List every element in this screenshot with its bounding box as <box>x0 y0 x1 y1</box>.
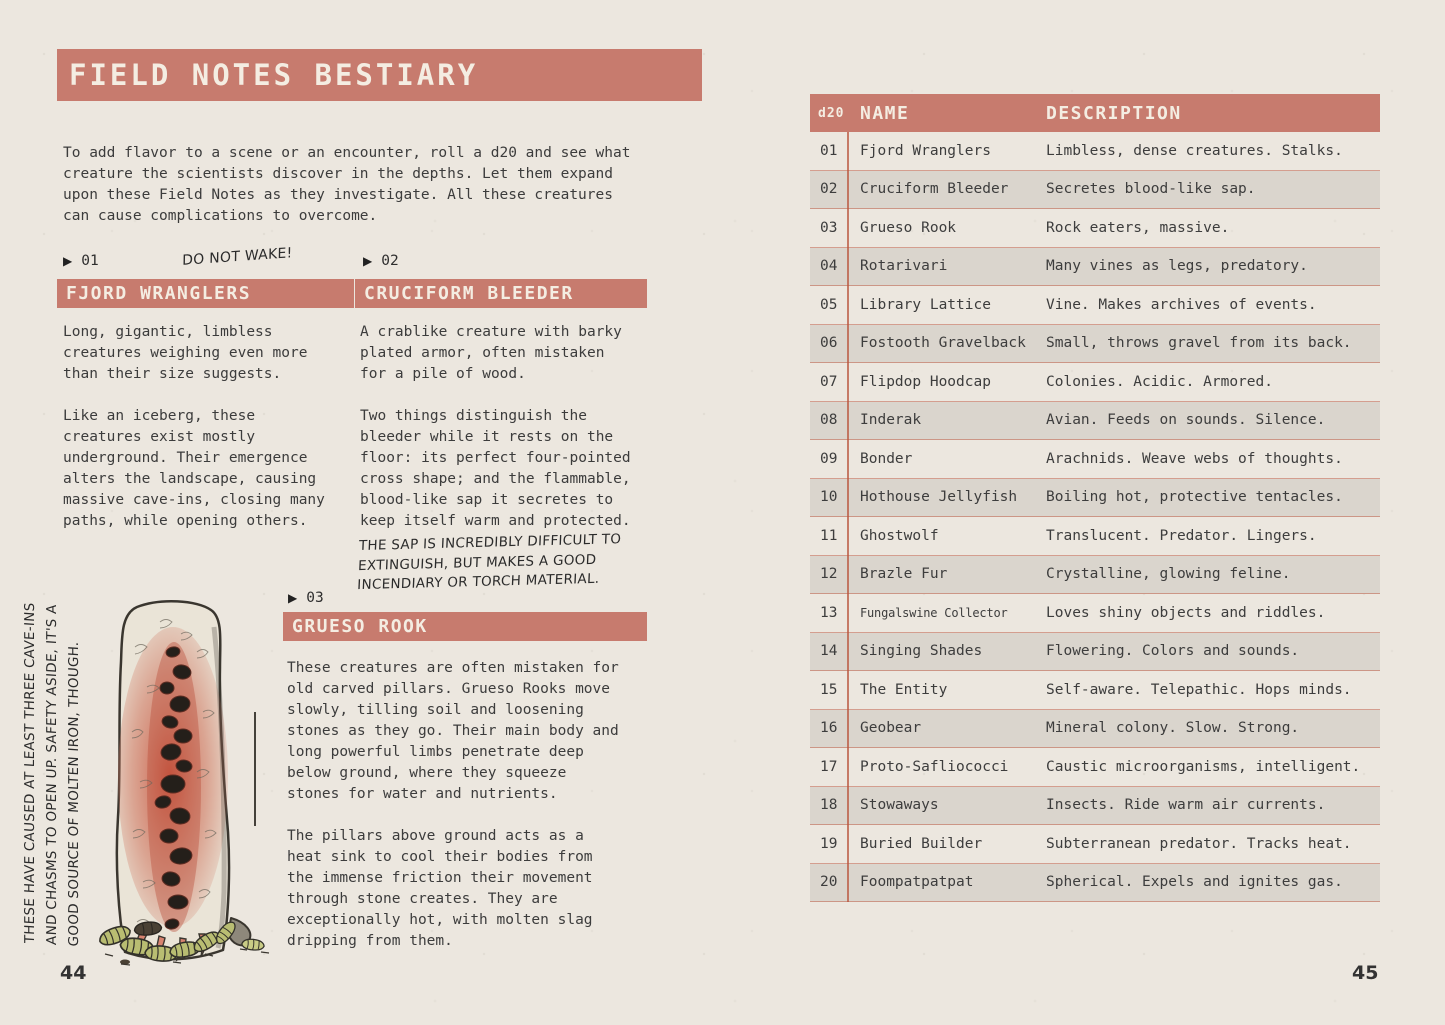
paragraph: Two things distinguish the bleeder while it rests on the floor: its perfect four-pointed cross shape; and the flammable, blood-like sap it secretes to keep itself warm and protected. <box>360 408 631 529</box>
name-cell: Bonder <box>860 450 913 467</box>
section-number: 03 <box>306 590 324 606</box>
table-column-divider <box>847 132 849 902</box>
roll-cell: 10 <box>820 489 838 506</box>
play-marker-icon: ▶ <box>363 254 373 268</box>
desc-cell: Subterranean predator. Tracks heat. <box>1046 835 1352 852</box>
table-row <box>810 517 1380 556</box>
heading-grueso-rook <box>283 612 647 641</box>
name-cell: Grueso Rook <box>860 219 957 236</box>
right-page-number <box>1352 962 1378 984</box>
roll-cell: 19 <box>820 835 838 852</box>
table-row <box>810 479 1380 518</box>
section-marker-03 <box>288 590 324 606</box>
table-row <box>810 440 1380 479</box>
roll-cell: 01 <box>820 142 838 159</box>
table-row <box>810 286 1380 325</box>
roll-cell: 17 <box>820 758 838 775</box>
wake-handwritten-note <box>182 244 293 271</box>
table-row <box>810 594 1380 633</box>
name-cell: Buried Builder <box>860 835 983 852</box>
play-marker-icon: ▶ <box>63 254 73 268</box>
sap-handwritten-note <box>357 529 671 596</box>
roll-cell: 06 <box>820 335 838 352</box>
header-name: NAME <box>860 102 910 124</box>
name-cell: Fostooth Gravelback <box>860 335 1026 352</box>
roll-cell: 18 <box>820 797 838 814</box>
roll-cell: 20 <box>820 874 838 891</box>
bestiary-table <box>810 94 1380 902</box>
sap-note-text: THE SAP IS INCREDIBLY DIFFICULT TO EXTINGUISH, BUT MAKES A GOOD INCENDIARY OR TORCH MATERIAL. <box>356 531 622 594</box>
roll-cell: 03 <box>820 219 838 236</box>
roll-cell: 09 <box>820 450 838 467</box>
roll-cell: 04 <box>820 258 838 275</box>
table-row <box>810 671 1380 710</box>
fjord-wranglers-body <box>63 322 329 553</box>
desc-cell: Secretes blood-like sap. <box>1046 181 1256 198</box>
intro-text: To add flavor to a scene or an encounter, roll a d20 and see what creature the scientists discover in the depths. Let them expand upon these Field Notes as they investigate. All these creatures can cause complications to overcome. <box>63 145 631 224</box>
desc-cell: Insects. Ride warm air currents. <box>1046 797 1326 814</box>
table-row <box>810 171 1380 210</box>
roll-cell: 11 <box>820 527 838 544</box>
desc-cell: Limbless, dense creatures. Stalks. <box>1046 142 1343 159</box>
heading-cruciform-bleeder <box>355 279 647 308</box>
table-row <box>810 825 1380 864</box>
roll-cell: 13 <box>820 604 838 621</box>
desc-cell: Many vines as legs, predatory. <box>1046 258 1308 275</box>
desc-cell: Colonies. Acidic. Armored. <box>1046 373 1273 390</box>
bestiary-table-header <box>810 94 1380 132</box>
paragraph: A crablike creature with barky plated armor, often mistaken for a pile of wood. <box>360 324 622 382</box>
desc-cell: Translucent. Predator. Lingers. <box>1046 527 1317 544</box>
paragraph: The pillars above ground acts as a heat sink to cool their bodies from the immense friction their movement through stone creates. They are exceptionally hot, with molten slag dripping from them. <box>287 828 593 949</box>
desc-cell: Boiling hot, protective tentacles. <box>1046 489 1343 506</box>
roll-cell: 08 <box>820 412 838 429</box>
table-row <box>810 710 1380 749</box>
heading-text: FJORD WRANGLERS <box>66 283 252 304</box>
roll-cell: 14 <box>820 643 838 660</box>
roll-cell: 12 <box>820 566 838 583</box>
grueso-rook-illustration <box>85 592 280 967</box>
desc-cell: Rock eaters, massive. <box>1046 219 1230 236</box>
name-cell: Fungalswine Collector <box>860 605 1008 620</box>
section-marker-02 <box>363 253 399 269</box>
name-cell: Singing Shades <box>860 643 983 660</box>
desc-cell: Caustic microorganisms, intelligent. <box>1046 758 1361 775</box>
table-row <box>810 363 1380 402</box>
name-cell: Cruciform Bleeder <box>860 181 1009 198</box>
table-row <box>810 864 1380 903</box>
illustration-scale-line <box>254 712 256 826</box>
page-number-text: 44 <box>60 962 87 984</box>
margin-handwritten-note <box>19 583 87 948</box>
page-number-text: 45 <box>1352 962 1379 984</box>
desc-cell: Avian. Feeds on sounds. Silence. <box>1046 412 1326 429</box>
desc-cell: Arachnids. Weave webs of thoughts. <box>1046 450 1343 467</box>
name-cell: Proto-Safliococci <box>860 758 1009 775</box>
table-row <box>810 325 1380 364</box>
name-cell: Hothouse Jellyfish <box>860 489 1018 506</box>
table-row <box>810 787 1380 826</box>
desc-cell: Spherical. Expels and ignites gas. <box>1046 874 1343 891</box>
left-page-number <box>60 962 86 984</box>
table-row <box>810 556 1380 595</box>
desc-cell: Loves shiny objects and riddles. <box>1046 604 1326 621</box>
paragraph: Long, gigantic, limbless creatures weighing even more than their size suggests. <box>63 324 308 382</box>
roll-cell: 16 <box>820 720 838 737</box>
paragraph: These creatures are often mistaken for old carved pillars. Grueso Rooks move slowly, tilling soil and loosening stones as they go. Their main body and long powerful limbs penetrate deep below ground, where they squeeze stones for water and nutrients. <box>287 660 619 802</box>
roll-cell: 05 <box>820 296 838 313</box>
name-cell: The Entity <box>860 681 948 698</box>
table-row <box>810 132 1380 171</box>
name-cell: Inderak <box>860 412 922 429</box>
name-cell: Foompatpatpat <box>860 874 974 891</box>
desc-cell: Self-aware. Telepathic. Hops minds. <box>1046 681 1352 698</box>
name-cell: Flipdop Hoodcap <box>860 373 991 390</box>
cruciform-bleeder-body <box>360 322 636 553</box>
section-number: 01 <box>81 253 99 269</box>
margin-note-text: THESE HAVE CAUSED AT LEAST THREE CAVE-INS AND CHASMS TO OPEN UP. SAFETY ASIDE, IT'S A GOOD SOURCE OF MOLTEN IRON, THOUGH. <box>22 601 82 948</box>
desc-cell: Flowering. Colors and sounds. <box>1046 643 1300 660</box>
table-row <box>810 402 1380 441</box>
name-cell: Geobear <box>860 720 922 737</box>
paragraph: Like an iceberg, these creatures exist mostly underground. Their emergence alters the landscape, causing massive cave-ins, closing many paths, while opening others. <box>63 408 325 529</box>
section-number: 02 <box>381 253 399 269</box>
name-cell: Fjord Wranglers <box>860 142 991 159</box>
intro-paragraph <box>63 143 641 227</box>
table-row <box>810 748 1380 787</box>
desc-cell: Vine. Makes archives of events. <box>1046 296 1317 313</box>
heading-fjord-wranglers <box>57 279 354 308</box>
page-title-text: FIELD NOTES BESTIARY <box>69 58 479 92</box>
play-marker-icon: ▶ <box>288 591 298 605</box>
roll-cell: 15 <box>820 681 838 698</box>
header-roll: d20 <box>818 105 845 121</box>
section-marker-01 <box>63 253 99 269</box>
roll-cell: 07 <box>820 373 838 390</box>
wake-note-text: DO NOT WAKE! <box>182 245 293 269</box>
name-cell: Brazle Fur <box>860 566 948 583</box>
grueso-rook-body <box>287 658 623 973</box>
header-description: DESCRIPTION <box>1046 102 1182 124</box>
name-cell: Rotarivari <box>860 258 948 275</box>
page-title <box>57 49 702 101</box>
table-row <box>810 248 1380 287</box>
table-row <box>810 209 1380 248</box>
bestiary-table-body <box>810 132 1380 902</box>
desc-cell: Small, throws gravel from its back. <box>1046 335 1352 352</box>
desc-cell: Crystalline, glowing feline. <box>1046 566 1291 583</box>
name-cell: Library Lattice <box>860 296 991 313</box>
name-cell: Stowaways <box>860 797 939 814</box>
roll-cell: 02 <box>820 181 838 198</box>
table-row <box>810 633 1380 672</box>
desc-cell: Mineral colony. Slow. Strong. <box>1046 720 1300 737</box>
heading-text: GRUESO ROOK <box>292 616 428 637</box>
name-cell: Ghostwolf <box>860 527 939 544</box>
heading-text: CRUCIFORM BLEEDER <box>364 283 574 304</box>
